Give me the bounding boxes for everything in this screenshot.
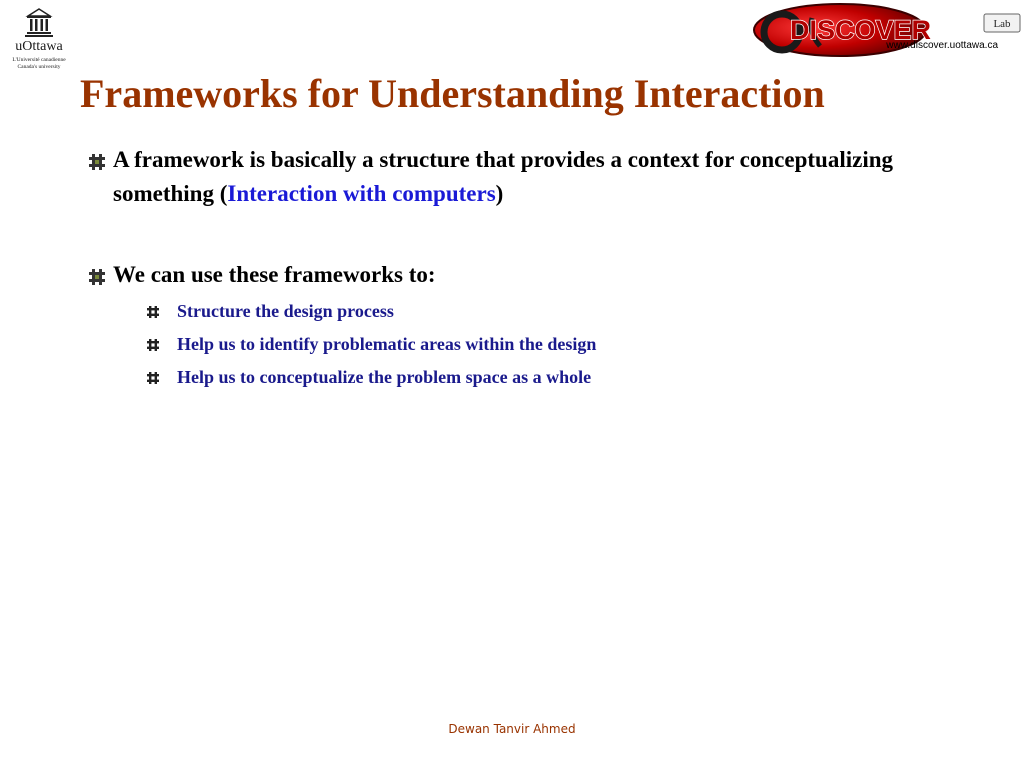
uottawa-subtitle-fr: L'Université canadienne [12,57,66,63]
subbullet-conceptualize-space [146,365,846,389]
subbullet-identify-problems [146,332,846,356]
discover-url: www.discover.uottawa.ca [886,40,998,51]
z-bullet-small-icon [146,338,160,352]
bullet-text: We can use these frameworks to: [113,262,436,287]
uottawa-building-icon [25,8,53,38]
footer-author: Dewan Tanvir Ahmed [448,722,576,736]
subbullet-text: Help us to identify problematic areas within the design [177,334,597,354]
subbullet-structure-design [146,299,846,323]
uottawa-wordmark: uOttawa [15,39,63,54]
highlight-interaction-with-computers: Interaction with computers [227,181,496,206]
bullet-text: A framework is basically a structure that provides a context for conceptualizing something (Interaction with computers) [113,147,894,206]
bullet-frameworks-uses [88,258,908,292]
z-bullet-small-icon [146,305,160,319]
z-bullet-small-icon [146,371,160,385]
subbullet-text: Help us to conceptualize the problem space as a whole [177,367,592,387]
discover-emblem-icon [752,2,1022,60]
uottawa-subtitle-en: Canada's university [17,64,61,70]
bullet-framework-definition [88,143,908,211]
discover-lab-logo [752,2,1022,60]
svg-text:DISCOVER: DISCOVER [790,15,932,45]
svg-text:Lab: Lab [993,18,1011,30]
slide-title: Frameworks for Understanding Interaction [80,71,825,116]
z-bullet-icon [88,153,106,171]
subbullet-text: Structure the design process [177,301,394,321]
uottawa-logo [8,8,70,71]
z-bullet-icon [88,268,106,286]
